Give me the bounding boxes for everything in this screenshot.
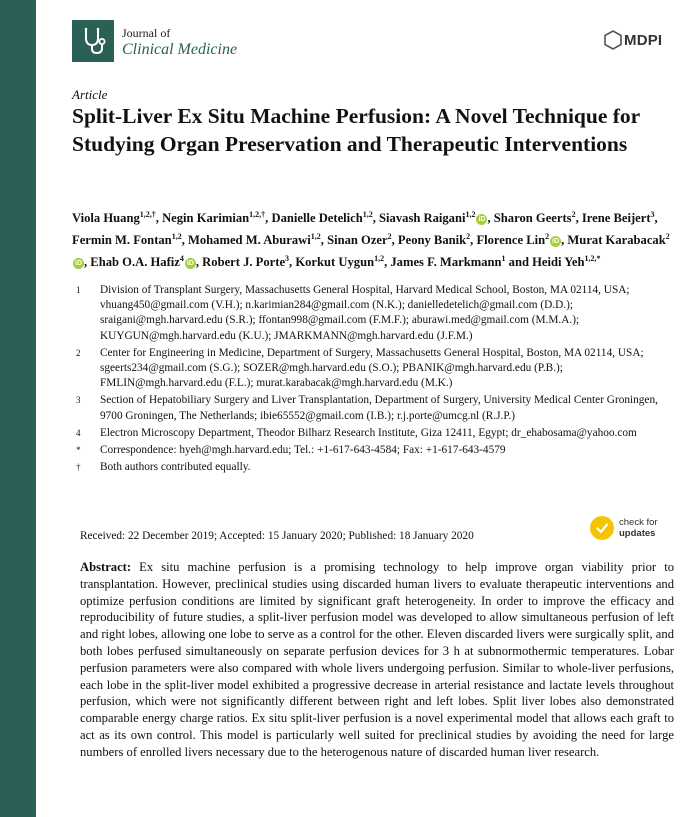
publisher-logo[interactable] (604, 30, 662, 50)
mdpi-hexagon-icon (604, 30, 622, 50)
abstract-text: Ex situ machine perfusion is a promising technology to help improve organ viability prior to transplantation. However, preclinical studies using discarded human livers to evaluate therapeutic interventions and optimize perfusion conditions are limited by significant graft heterogeneity. In order to improve the efficacy and reproducibility of future studies, a split-liver perfusion model was developed to allow simultaneous perfusion of left and right lobes, allowing one lobe to serve as a control for the other. Eleven discarded livers were surgically split, and both lobes perfused simultaneously on separate perfusion devices for 3 h at subnormothermic temperatures. Lobar perfusion parameters were also compared with whole livers undergoing perfusion. Similar to whole-liver perfusions, each lobe in the split-liver model exhibited a progressive decrease in arterial resistance and lactate levels throughout perfusion, which were not significantly different between right and left lobes. Split liver lobes also demonstrated comparable energy charge ratios. Ex situ split-liver perfusion is a novel experimental model that allows each graft to act as its own control. This model is particularly well suited for preclinical studies by avoiding the need for large numbers of enrolled livers necessary due to the heterogenous nature of discarded human liver research. (80, 560, 674, 759)
author-name: Siavash Raigani (379, 211, 466, 226)
author-affiliation-marker: 2 (545, 231, 550, 241)
author-name: Peony Banik (397, 232, 467, 247)
article-type: Article (72, 87, 108, 102)
journal-of-label: Journal of (122, 26, 171, 40)
affiliation-item (76, 460, 676, 475)
author-affiliation-marker: 1,2 (171, 231, 182, 241)
affiliation-marker: 2 (76, 347, 81, 358)
affiliation-item (76, 426, 676, 441)
author-affiliation-marker: 2 (387, 231, 392, 241)
abstract (80, 559, 674, 761)
author-affiliation-marker: 1 (501, 253, 506, 263)
affiliation-marker: † (76, 462, 81, 473)
author-name: Mohamed M. Aburawi (187, 232, 311, 247)
affiliation-item (76, 283, 676, 344)
stethoscope-icon (78, 26, 108, 56)
abstract-label: Abstract: (80, 560, 132, 574)
orcid-icon[interactable]: iD (478, 216, 486, 224)
author-affiliation-marker: 1,2,† (249, 210, 266, 219)
affiliation-marker: 3 (76, 395, 81, 406)
orcid-icon[interactable]: iD (186, 259, 194, 267)
author-affiliation-marker: 4 (179, 253, 184, 263)
journal-logo[interactable] (72, 20, 114, 62)
author-name: Robert J. Porte (202, 254, 286, 269)
affiliation-item (76, 346, 676, 392)
affiliation-text: Division of Transplant Surgery, Massachusetts General Hospital, Harvard Medical School, Boston, MA 02114, USA; vhuang450@gmail.com (V.H.); n.karimian284@gmail.com (N.K.); danielledetelich@gmail.com (D.D.); sraigani@mgh.harvard.edu (S.R.); ffontan998@gmail.com (F.M.F.); aburawi.med@gmail.com (M.M.A.); KUYGUN@mgh.harvard.edu (K.U.); JMARKMANN@mgh.harvard.edu (J.F.M.) (100, 284, 630, 342)
journal-name: Clinical Medicine (122, 40, 238, 58)
author-affiliation-marker: 2 (466, 231, 471, 241)
author-name: Sharon Geerts (493, 211, 572, 226)
author-affiliation-marker: 1,2 (374, 253, 385, 263)
author-affiliation-marker: 1,2,* (584, 253, 601, 263)
affiliation-marker: 1 (76, 285, 81, 295)
orcid-icon[interactable]: iD (75, 259, 82, 267)
author-affiliation-marker: 2 (571, 210, 576, 219)
author-name: Murat Karabacak (567, 232, 666, 247)
author-name: Viola Huang (72, 211, 140, 226)
orcid-icon[interactable]: iD (552, 237, 560, 245)
affiliation-list (76, 283, 676, 477)
author-name: Danielle Detelich (271, 211, 363, 226)
author-name: Ehab O.A. Hafiz (90, 254, 180, 269)
affiliation-item (76, 443, 676, 458)
check-updates-line1: check for (619, 517, 658, 528)
author-name: Korkut Uygun (295, 254, 375, 269)
publisher-name: MDPI (624, 31, 663, 49)
author-affiliation-marker: 2 (665, 231, 670, 241)
affiliation-marker: 4 (76, 427, 81, 438)
affiliation-item (76, 393, 676, 423)
author-name: Irene Beijert (581, 211, 651, 226)
affiliation-text: Both authors contributed equally. (100, 461, 251, 474)
author-affiliation-marker: 1,2,† (139, 210, 156, 219)
journal-title[interactable] (122, 27, 237, 59)
check-updates-icon (590, 516, 614, 540)
author-affiliation-marker: 3 (650, 210, 655, 219)
affiliation-text: Electron Microscopy Department, Theodor Bilharz Research Institute, Giza 12411, Egypt; dr_ehabosama@yahoo.com (100, 426, 637, 439)
author-name: Negin Karimian (162, 211, 250, 226)
author-affiliation-marker: 1,2 (310, 231, 321, 241)
author-affiliation-marker: 1,2 (362, 210, 373, 219)
publication-dates: Received: 22 December 2019; Accepted: 15 January 2020; Published: 18 January 2020 (80, 530, 474, 542)
check-updates-line2: updates (619, 528, 656, 539)
author-affiliation-marker: 1,2 (465, 210, 476, 219)
author-name: Sinan Ozer (327, 232, 388, 247)
affiliation-marker: * (76, 445, 81, 456)
article-title: Split-Liver Ex Situ Machine Perfusion: A Novel Technique for Studying Organ Preservation and Therapeutic Interventions (72, 104, 640, 156)
author-name: Heidi Yeh (532, 254, 585, 269)
author-list: Viola Huang$^{1,2,\dagger}$, Negin Karimian$^{1,2,\dagger}$, Danielle Detelich$^{1,2}$, Siavash Raigani$^{1,2}$iD , Sharon Geerts$^2$, Irene Beijert$^3$, Fermin M. Fontan$^{1,2}$, Mohamed M. Aburawi$^{1,2}$, Sinan Ozer$^2$, Peony Banik$^2$, Florence Lin$^2$iD , Murat Karabacak$^2$iD , Ehab O.A. Hafiz$^4$iD , Robert J. Porte$^3$, Korkut Uygun$^{1,2}$, James F. Markmann$^1$ and Heidi Yeh$^{1,2,*}$ (72, 210, 670, 269)
affiliation-text: Center for Engineering in Medicine, Department of Surgery, Massachusetts General Hospital, Boston, MA 02114, USA; sgeerts234@gmail.com (S.G.); SOZER@mgh.harvard.edu (S.O.); PBANIK@mgh.harvard.edu (P.B.); FMLIN@mgh.harvard.edu (F.L.); murat.karabacak@mgh.harvard.edu (M.K.) (100, 346, 644, 390)
author-affiliation-marker: 3 (285, 253, 290, 263)
author-name: James F. Markmann (390, 254, 502, 269)
affiliation-text: Section of Hepatobiliary Surgery and Liver Transplantation, Department of Surgery, University Medical Center Groningen, 9700 Groningen, The Netherlands; ibie65552@gmail.com (I.B.); r.j.porte@umcg.nl (R.J.P.) (100, 394, 658, 422)
author-name: Fermin M. Fontan (72, 232, 172, 247)
check-for-updates-badge[interactable] (590, 516, 658, 540)
affiliation-text: Correspondence: hyeh@mgh.harvard.edu; Tel.: +1-617-643-4584; Fax: +1-617-643-4579 (100, 444, 506, 457)
author-name: Florence Lin (476, 232, 546, 247)
